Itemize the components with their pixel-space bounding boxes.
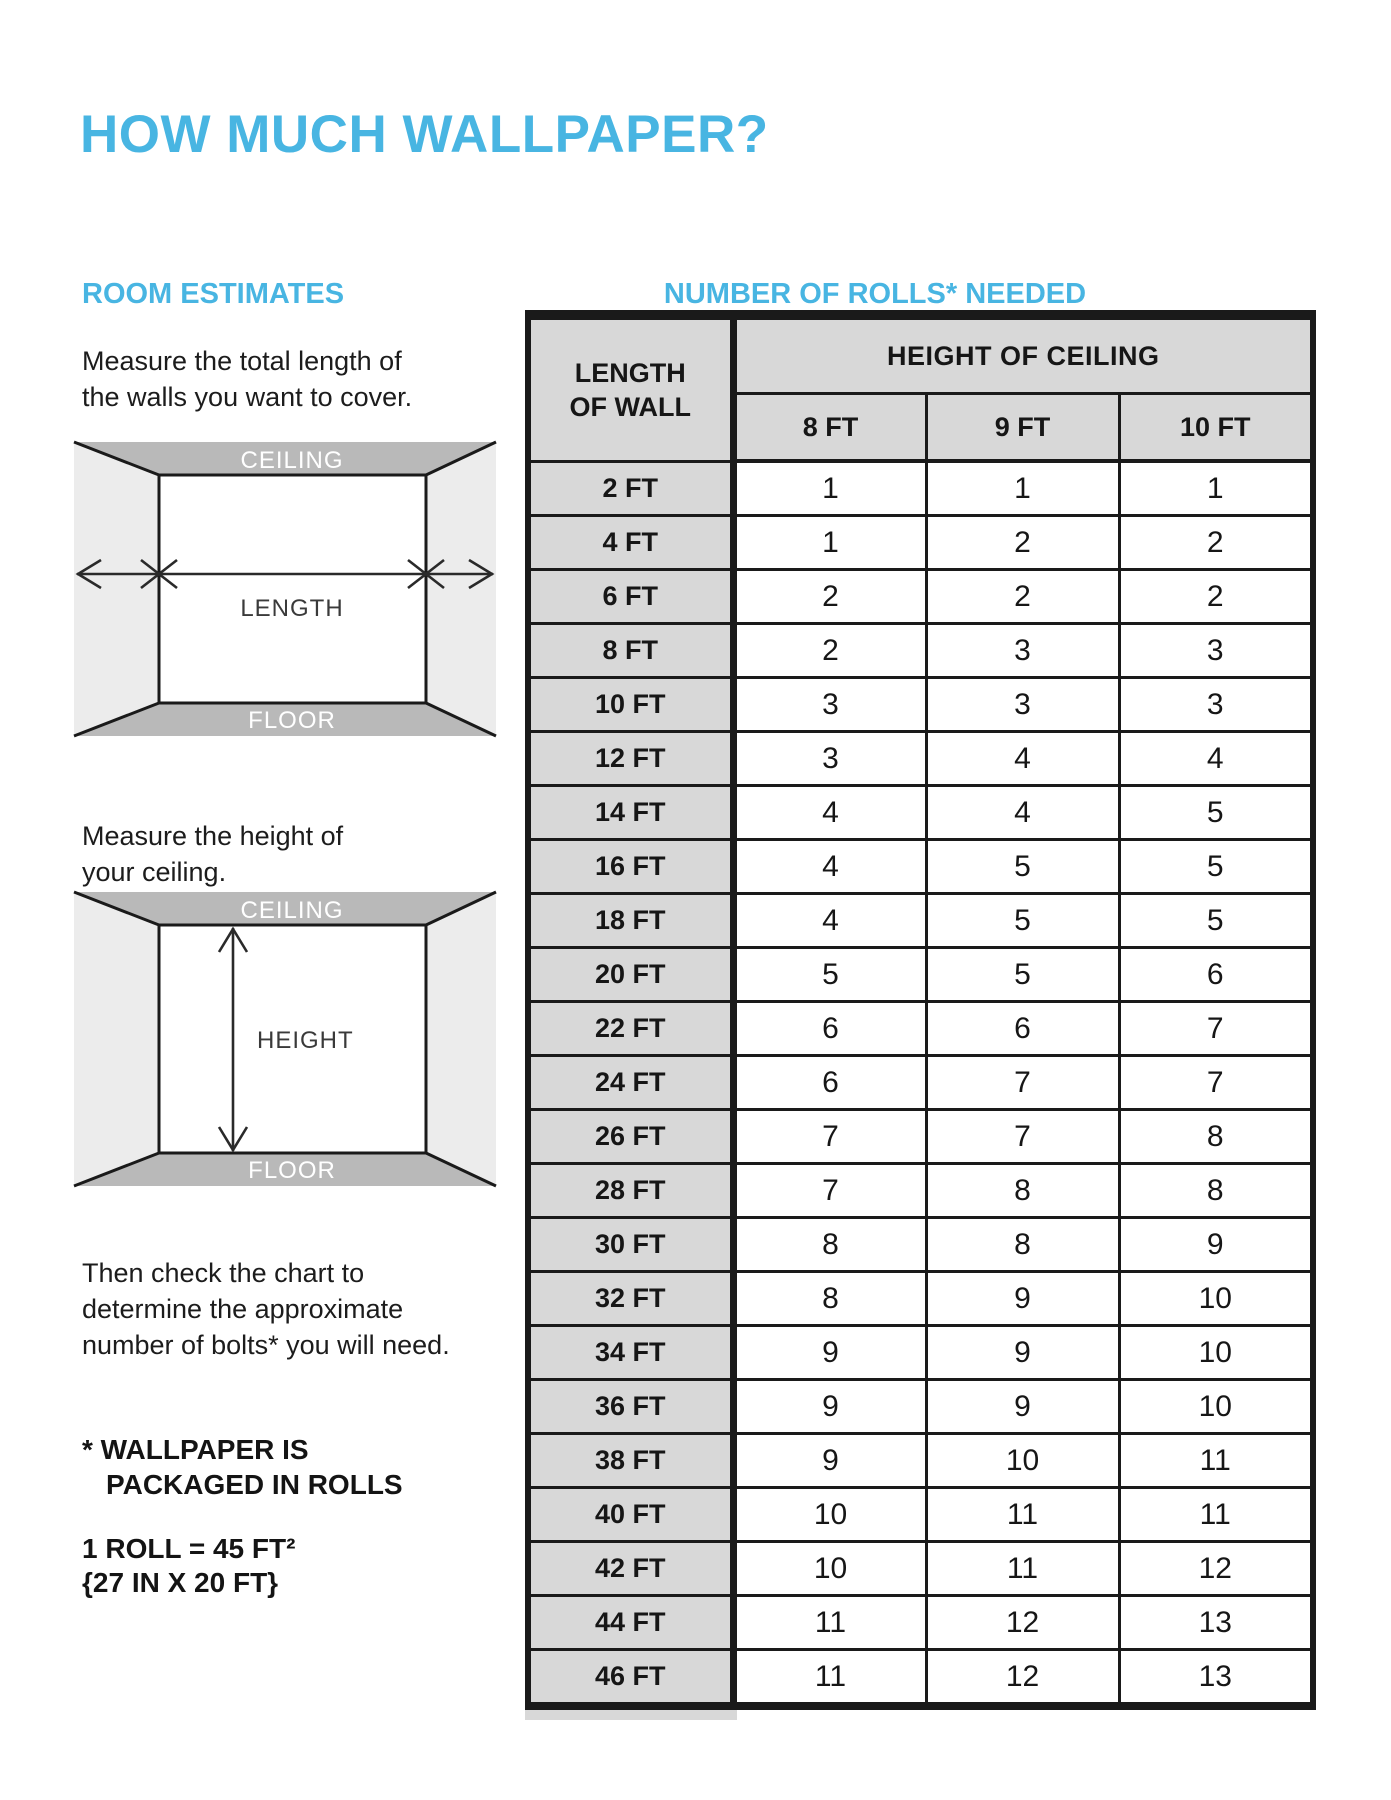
roll-count-cell: 11 bbox=[1119, 1488, 1313, 1542]
floor-label: FLOOR bbox=[248, 1157, 336, 1184]
roll-count-cell: 11 bbox=[733, 1650, 926, 1707]
table-row bbox=[528, 1488, 1313, 1542]
roll-count-cell: 2 bbox=[733, 624, 926, 678]
roll-count-cell: 9 bbox=[733, 1326, 926, 1380]
table-row bbox=[528, 624, 1313, 678]
roll-count-cell: 11 bbox=[733, 1596, 926, 1650]
roll-count-cell: 11 bbox=[926, 1488, 1119, 1542]
wall-length-label: 2 FT bbox=[528, 461, 733, 516]
roll-count-cell: 7 bbox=[733, 1110, 926, 1164]
rolls-table-body bbox=[528, 461, 1313, 1706]
roll-count-cell: 4 bbox=[1119, 732, 1313, 786]
roll-size-line: 1 ROLL = 45 FT² bbox=[82, 1533, 296, 1564]
table-row bbox=[528, 1542, 1313, 1596]
wall-length-label: 30 FT bbox=[528, 1218, 733, 1272]
roll-count-cell: 4 bbox=[733, 894, 926, 948]
wall-length-label: 16 FT bbox=[528, 840, 733, 894]
roll-count-cell: 4 bbox=[733, 786, 926, 840]
table-row bbox=[528, 1596, 1313, 1650]
left-wall-face bbox=[74, 892, 159, 1186]
rolls-table bbox=[525, 310, 1316, 1710]
floor-label: FLOOR bbox=[248, 707, 336, 734]
page-title: HOW MUCH WALLPAPER? bbox=[80, 104, 769, 164]
roll-count-cell: 2 bbox=[733, 570, 926, 624]
roll-count-cell: 10 bbox=[1119, 1326, 1313, 1380]
roll-count-cell: 11 bbox=[926, 1542, 1119, 1596]
room-length-diagram-svg bbox=[70, 438, 500, 740]
table-row bbox=[528, 516, 1313, 570]
room-height-diagram bbox=[70, 888, 500, 1190]
ceiling-label: CEILING bbox=[240, 447, 344, 474]
wall-length-label: 46 FT bbox=[528, 1650, 733, 1707]
wall-length-label: 28 FT bbox=[528, 1164, 733, 1218]
length-of-wall-line: LENGTH bbox=[574, 357, 686, 388]
roll-count-cell: 2 bbox=[1119, 516, 1313, 570]
roll-count-cell: 4 bbox=[926, 786, 1119, 840]
table-row bbox=[528, 1002, 1313, 1056]
roll-count-cell: 10 bbox=[1119, 1272, 1313, 1326]
roll-count-cell: 1 bbox=[926, 461, 1119, 516]
height-of-ceiling-header: HEIGHT OF CEILING bbox=[733, 315, 1313, 394]
wall-length-label: 44 FT bbox=[528, 1596, 733, 1650]
roll-count-cell: 8 bbox=[1119, 1110, 1313, 1164]
wall-length-label: 4 FT bbox=[528, 516, 733, 570]
roll-size-info bbox=[82, 1532, 295, 1600]
back-wall bbox=[159, 475, 426, 703]
roll-count-cell: 8 bbox=[733, 1272, 926, 1326]
wall-length-label: 18 FT bbox=[528, 894, 733, 948]
footnote-line: * WALLPAPER IS bbox=[82, 1434, 309, 1465]
room-length-diagram bbox=[70, 438, 500, 740]
footnote-line: PACKAGED IN ROLLS bbox=[106, 1469, 403, 1500]
roll-count-cell: 5 bbox=[1119, 894, 1313, 948]
room-height-diagram-svg bbox=[70, 888, 500, 1190]
roll-count-cell: 12 bbox=[926, 1650, 1119, 1707]
roll-count-cell: 9 bbox=[926, 1326, 1119, 1380]
roll-count-cell: 4 bbox=[926, 732, 1119, 786]
roll-count-cell: 10 bbox=[733, 1488, 926, 1542]
roll-count-cell: 5 bbox=[1119, 840, 1313, 894]
right-wall-face bbox=[426, 892, 496, 1186]
table-row bbox=[528, 1110, 1313, 1164]
instruction-line: your ceiling. bbox=[82, 857, 227, 887]
wall-length-label: 12 FT bbox=[528, 732, 733, 786]
table-row bbox=[528, 786, 1313, 840]
roll-count-cell: 4 bbox=[733, 840, 926, 894]
table-row bbox=[528, 1272, 1313, 1326]
table-row bbox=[528, 1218, 1313, 1272]
roll-count-cell: 5 bbox=[926, 948, 1119, 1002]
table-row bbox=[528, 894, 1313, 948]
table-row bbox=[528, 948, 1313, 1002]
wall-length-label: 10 FT bbox=[528, 678, 733, 732]
roll-count-cell: 10 bbox=[733, 1542, 926, 1596]
roll-count-cell: 9 bbox=[733, 1380, 926, 1434]
roll-count-cell: 12 bbox=[926, 1596, 1119, 1650]
roll-count-cell: 8 bbox=[926, 1164, 1119, 1218]
roll-count-cell: 9 bbox=[733, 1434, 926, 1488]
roll-size-line: {27 IN X 20 FT} bbox=[82, 1567, 279, 1598]
ceiling-label: CEILING bbox=[240, 897, 344, 924]
roll-count-cell: 1 bbox=[733, 516, 926, 570]
table-row bbox=[528, 1434, 1313, 1488]
roll-count-cell: 5 bbox=[1119, 786, 1313, 840]
roll-count-cell: 7 bbox=[1119, 1056, 1313, 1110]
roll-count-cell: 2 bbox=[926, 516, 1119, 570]
table-row bbox=[528, 1056, 1313, 1110]
table-row bbox=[528, 840, 1313, 894]
ceiling-height-column-header: 10 FT bbox=[1119, 394, 1313, 462]
roll-count-cell: 9 bbox=[1119, 1218, 1313, 1272]
right-wall-face bbox=[426, 442, 496, 736]
length-label: LENGTH bbox=[240, 595, 344, 622]
table-row bbox=[528, 732, 1313, 786]
wall-length-label: 34 FT bbox=[528, 1326, 733, 1380]
instruction-measure-height bbox=[82, 818, 343, 890]
section-heading-room-estimates: ROOM ESTIMATES bbox=[82, 278, 345, 311]
length-of-wall-line: OF WALL bbox=[569, 391, 691, 422]
roll-count-cell: 1 bbox=[733, 461, 926, 516]
roll-count-cell: 7 bbox=[733, 1164, 926, 1218]
table-row bbox=[528, 461, 1313, 516]
roll-count-cell: 3 bbox=[1119, 678, 1313, 732]
roll-count-cell: 13 bbox=[1119, 1596, 1313, 1650]
instruction-line: the walls you want to cover. bbox=[82, 382, 413, 412]
wall-length-label: 8 FT bbox=[528, 624, 733, 678]
ceiling-height-column-header: 8 FT bbox=[733, 394, 926, 462]
roll-count-cell: 6 bbox=[733, 1002, 926, 1056]
roll-count-cell: 5 bbox=[733, 948, 926, 1002]
roll-count-cell: 3 bbox=[1119, 624, 1313, 678]
instruction-line: determine the approximate bbox=[82, 1294, 404, 1324]
rolls-footnote bbox=[82, 1432, 403, 1502]
roll-count-cell: 9 bbox=[926, 1272, 1119, 1326]
roll-count-cell: 6 bbox=[1119, 948, 1313, 1002]
table-row bbox=[528, 1380, 1313, 1434]
wall-length-label: 38 FT bbox=[528, 1434, 733, 1488]
header-row-group bbox=[528, 315, 1313, 394]
height-label: HEIGHT bbox=[257, 1027, 354, 1054]
roll-count-cell: 6 bbox=[733, 1056, 926, 1110]
roll-count-cell: 1 bbox=[1119, 461, 1313, 516]
table-row bbox=[528, 570, 1313, 624]
wall-length-label: 22 FT bbox=[528, 1002, 733, 1056]
roll-count-cell: 3 bbox=[926, 678, 1119, 732]
instruction-line: Measure the total length of bbox=[82, 346, 402, 376]
table-row bbox=[528, 1164, 1313, 1218]
roll-count-cell: 12 bbox=[1119, 1542, 1313, 1596]
roll-count-cell: 2 bbox=[1119, 570, 1313, 624]
wall-length-label: 42 FT bbox=[528, 1542, 733, 1596]
roll-count-cell: 8 bbox=[926, 1218, 1119, 1272]
roll-count-cell: 3 bbox=[733, 732, 926, 786]
ceiling-height-column-header: 9 FT bbox=[926, 394, 1119, 462]
roll-count-cell: 7 bbox=[1119, 1002, 1313, 1056]
instruction-line: Then check the chart to bbox=[82, 1258, 365, 1288]
roll-count-cell: 5 bbox=[926, 840, 1119, 894]
roll-count-cell: 5 bbox=[926, 894, 1119, 948]
roll-count-cell: 9 bbox=[926, 1380, 1119, 1434]
length-of-wall-header bbox=[528, 315, 733, 461]
wall-length-label: 26 FT bbox=[528, 1110, 733, 1164]
rolls-table-header bbox=[528, 315, 1313, 461]
roll-count-cell: 10 bbox=[1119, 1380, 1313, 1434]
table-row bbox=[528, 1326, 1313, 1380]
wall-length-label: 6 FT bbox=[528, 570, 733, 624]
table-row bbox=[528, 1650, 1313, 1707]
roll-count-cell: 7 bbox=[926, 1056, 1119, 1110]
roll-count-cell: 3 bbox=[926, 624, 1119, 678]
roll-count-cell: 2 bbox=[926, 570, 1119, 624]
wall-length-label: 36 FT bbox=[528, 1380, 733, 1434]
wall-length-label: 14 FT bbox=[528, 786, 733, 840]
instruction-line: Measure the height of bbox=[82, 821, 344, 851]
wall-length-label: 32 FT bbox=[528, 1272, 733, 1326]
roll-count-cell: 3 bbox=[733, 678, 926, 732]
roll-count-cell: 7 bbox=[926, 1110, 1119, 1164]
roll-count-cell: 11 bbox=[1119, 1434, 1313, 1488]
wall-length-label: 24 FT bbox=[528, 1056, 733, 1110]
wall-length-label: 40 FT bbox=[528, 1488, 733, 1542]
roll-count-cell: 8 bbox=[733, 1218, 926, 1272]
wall-length-label: 20 FT bbox=[528, 948, 733, 1002]
roll-count-cell: 8 bbox=[1119, 1164, 1313, 1218]
instruction-check-chart bbox=[82, 1255, 450, 1363]
section-heading-rolls-needed: NUMBER OF ROLLS* NEEDED bbox=[663, 278, 1087, 311]
left-wall-face bbox=[74, 442, 159, 736]
roll-count-cell: 6 bbox=[926, 1002, 1119, 1056]
instruction-line: number of bolts* you will need. bbox=[82, 1330, 450, 1360]
roll-count-cell: 10 bbox=[926, 1434, 1119, 1488]
table-row bbox=[528, 678, 1313, 732]
roll-count-cell: 13 bbox=[1119, 1650, 1313, 1707]
instruction-measure-length bbox=[82, 343, 412, 415]
